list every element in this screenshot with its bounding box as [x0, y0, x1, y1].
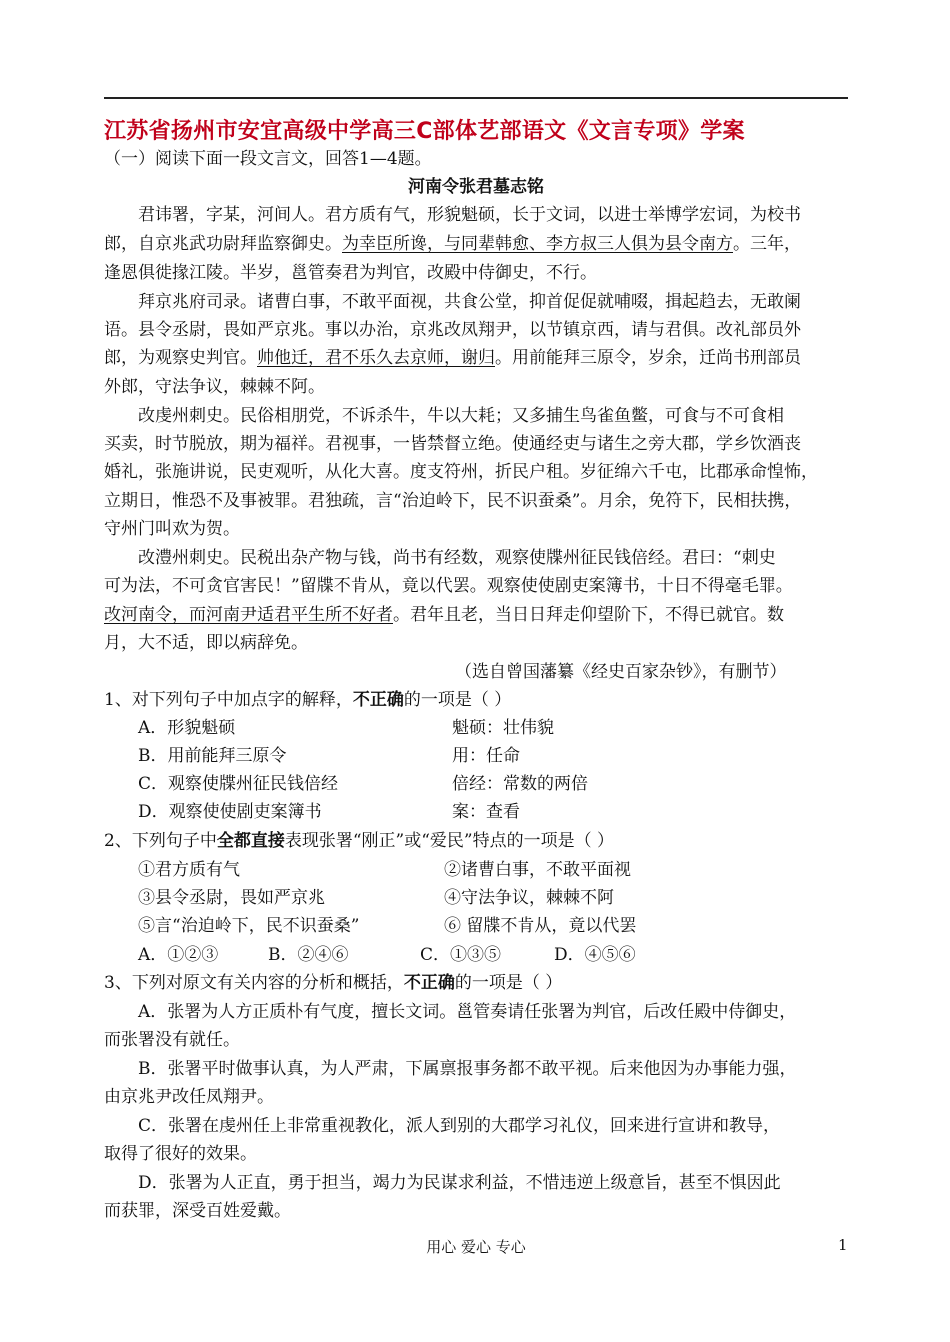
passage-line: 拜京兆府司录。诸曹白事，不敢平面视，共食公堂，抑首促促就哺啜，揖起趋去，无敢阑 [138, 292, 801, 312]
passage-line: 立期日，惟恐不及事被罪。君独疏，言“治迫岭下，民不识蚕桑”。月余，免符下，民相扶携， [104, 491, 802, 511]
q1-option-d: D．观察使使剧吏案簿书 [138, 802, 322, 822]
page-number: 1 [838, 1236, 848, 1254]
q2-item: ⑥ 留牒不肯从，竟以代罢 [444, 916, 637, 936]
q3-option-c-cont: 取得了很好的效果。 [104, 1144, 257, 1164]
q3-option-b-cont: 由京兆尹改任凤翔尹。 [104, 1087, 274, 1107]
emphasis-text: 全都直接 [216, 831, 285, 851]
q3-option-a: A．张署为人方正质朴有气度，擅长文词。邕管奏请任张署为判官，后改任殿中侍御史， [138, 1002, 797, 1022]
passage-title: 河南令张君墓志铭 [408, 177, 544, 197]
passage-line: 改虔州刺史。民俗相朋党，不诉杀牛，牛以大耗；又多捕生鸟雀鱼鳖，可食与不可食相 [138, 406, 784, 426]
question-1-stem: 1、对下列句子中加点字的解释，不正确的一项是（ ） [104, 690, 512, 710]
q2-choice-d: D．④⑤⑥ [554, 945, 636, 965]
passage-line: 语。县令丞尉，畏如严京兆。事以办治，京兆改凤翔尹，以节镇京西，请与君俱。改礼部员外 [104, 320, 801, 340]
q2-item: ③县令丞尉，畏如严京兆 [138, 888, 325, 908]
passage-line: 改澧州刺史。民税出杂产物与钱，尚书有经数，观察使牒州征民钱倍经。君曰：“刺史 [138, 548, 776, 568]
q1-option-b-gloss: 用：任命 [452, 746, 520, 766]
passage-line: 郎，自京兆武功尉拜监察御史。为幸臣所谗，与同辈韩愈、李方叔三人俱为县令南方。三年， [104, 234, 801, 254]
q1-option-d-gloss: 案：查看 [452, 802, 520, 822]
q2-choice-c: C．①③⑤ [420, 945, 502, 965]
passage-line: 守州门叫欢为贺。 [104, 519, 240, 539]
underlined-sentence: 为幸臣所谗，与同辈韩愈、李方叔三人俱为县令南方 [342, 234, 733, 254]
section-intro: （一）阅读下面一段文言文，回答1—4题。 [104, 149, 432, 169]
passage-line: 逢恩俱徙掾江陵。半岁，邕管奏君为判官，改殿中侍御史，不行。 [104, 263, 597, 283]
emphasis-text: 不正确 [352, 690, 404, 710]
q1-option-b: B．用前能拜三原令 [138, 746, 287, 766]
q1-option-a: A．形貌魁硕 [138, 718, 236, 738]
passage-line: 外郎，守法争议，棘棘不阿。 [104, 377, 325, 397]
q3-option-a-cont: 而张署没有就任。 [104, 1030, 240, 1050]
underlined-sentence: 帅他迁，君不乐久去京师，谢归 [257, 348, 495, 368]
q1-option-c-gloss: 倍经：常数的两倍 [452, 774, 588, 794]
header-rule [104, 97, 848, 99]
passage-line: 郎，为观察史判官。帅他迁，君不乐久去京师，谢归。用前能拜三原令，岁余，迁尚书刑部员 [104, 348, 801, 368]
q2-choice-b: B．②④⑥ [268, 945, 349, 965]
passage-line: 婚礼，张施讲说，民吏观听，从化大喜。度支符州，折民户租。岁征绵六千屯，比郡承命惶怖， [104, 462, 818, 482]
q2-item: ⑤言“治迫岭下，民不识蚕桑” [138, 916, 360, 936]
q1-option-a-gloss: 魁硕：壮伟貌 [452, 718, 554, 738]
q2-item: ①君方质有气 [138, 860, 240, 880]
passage-line: 君讳署，字某，河间人。君方质有气，形貌魁硕，长于文词，以进士举博学宏词，为校书 [138, 205, 801, 225]
passage-line: 可为法，不可贪官害民！”留牒不肯从，竟以代罢。观察使使剧吏案簿书，十日不得毫毛罪。 [104, 576, 793, 596]
q2-choice-a: A．①②③ [138, 945, 219, 965]
q3-option-d: D．张署为人正直，勇于担当，竭力为民谋求利益，不惜违逆上级意旨，甚至不惧因此 [138, 1173, 781, 1193]
question-2-stem: 2、下列句子中全都直接表现张署“刚正”或“爱民”特点的一项是（ ） [104, 831, 614, 851]
q1-option-c: C．观察使牒州征民钱倍经 [138, 774, 339, 794]
q2-item: ②诸曹白事，不敢平面视 [444, 860, 631, 880]
passage-line: 改河南令，而河南尹适君平生所不好者。君年且老，当日日拜走仰望阶下，不得已就官。数 [104, 605, 784, 625]
q3-option-b: B．张署平时做事认真，为人严肃，下属禀报事务都不敢平视。后来他因为办事能力强， [138, 1059, 797, 1079]
passage-line: 买卖，时节脱放，期为福祥。君视事，一皆禁督立绝。使通经吏与诸生之旁大郡，学乡饮酒丧 [104, 434, 801, 454]
page-footer: 用心 爱心 专心 [426, 1238, 526, 1256]
underlined-sentence: 改河南令，而河南尹适君平生所不好者 [104, 605, 393, 625]
q3-option-c: C．张署在虔州任上非常重视教化，派人到别的大郡学习礼仪，回来进行宣讲和教导， [138, 1116, 781, 1136]
emphasis-text: 不正确 [403, 973, 455, 993]
document-title: 江苏省扬州市安宜高级中学高三C部体艺部语文《文言专项》学案 [104, 119, 745, 144]
q3-option-d-cont: 而获罪，深受百姓爱戴。 [104, 1201, 291, 1221]
q2-item: ④守法争议，棘棘不阿 [444, 888, 614, 908]
question-3-stem: 3、下列对原文有关内容的分析和概括，不正确的一项是（ ） [104, 973, 563, 993]
passage-source: （选自曾国藩纂《经史百家杂钞》，有删节） [455, 662, 787, 682]
passage-line: 月，大不适，即以病辞免。 [104, 633, 308, 653]
